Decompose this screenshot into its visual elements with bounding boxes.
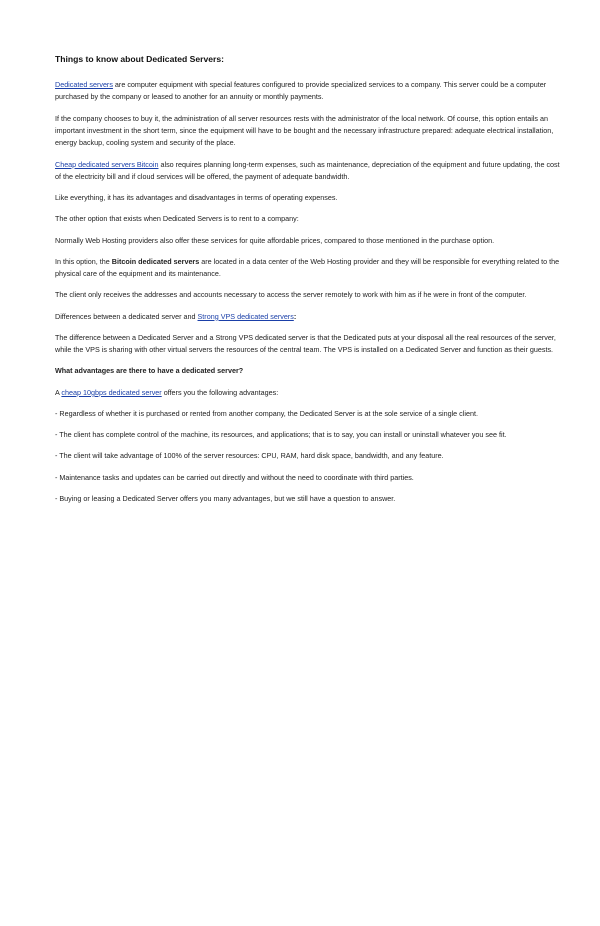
paragraph-text: offers you the following advantages:: [161, 387, 279, 397]
page-title: Things to know about Dedicated Servers:: [55, 54, 225, 64]
paragraph-differences-heading: [55, 311, 560, 323]
paragraph-text: Differences between a dedicated server and: [55, 311, 198, 321]
advantage-item: - Buying or leasing a Dedicated Server offers you many advantages, but we still have a question to answer.: [55, 493, 396, 503]
paragraph-text: also requires planning long-term expenses, such as maintenance, depreciation of the equipment and future updating, the cost of the electricity bill and if cloud services will be offered, the payment of adequate bandwidth.: [55, 159, 560, 182]
paragraph-text: A: [55, 387, 62, 397]
paragraph-buy-option: If the company chooses to buy it, the administration of all server resources rests with the administrator of the local network. Of course, this option entails an important investment in the short term, since the equipment will have to be bought and the necessary infrastructure prepared: adequate electrical installation, energy backup, cooling system and security of the place.: [55, 113, 554, 148]
paragraph-text: In this option, the: [55, 256, 112, 266]
advantage-item: - Regardless of whether it is purchased or rented from another company, the Dedicated Server is at the sole service of a single client.: [55, 409, 478, 419]
paragraph-client-access: The client only receives the addresses and accounts necessary to access the server remotely to work with him as if he were in front of the computer.: [55, 290, 527, 300]
bold-bitcoin-dedicated-servers: Bitcoin dedicated servers: [111, 256, 200, 266]
section-subheading: What advantages are there to have a dedicated server?: [55, 366, 244, 376]
colon: :: [293, 311, 297, 321]
document-page: [55, 53, 560, 514]
advantage-item: - The client has complete control of the machine, its resources, and applications; that is to say, you can install or uninstall whatever you see fit.: [55, 430, 507, 440]
paragraph-differences: The difference between a Dedicated Server and a Strong VPS dedicated server is that the Dedicated puts at your disposal all the real resources of the server, while the VPS is sharing with other virtual servers the resources of the central team. The VPS is installed on a Dedicated Server and function as their guests.: [55, 332, 556, 355]
paragraph-bitcoin-costs: [55, 159, 560, 184]
paragraph-web-hosting: Normally Web Hosting providers also offer these services for quite affordable prices, compared to those mentioned in the purchase option.: [55, 235, 495, 245]
paragraph-rent-option: The other option that exists when Dedicated Servers is to rent to a company:: [55, 214, 299, 224]
link-strong-vps-dedicated-servers[interactable]: Strong VPS dedicated servers: [197, 311, 294, 321]
advantage-item: - The client will take advantage of 100% of the server resources: CPU, RAM, hard disk space, bandwidth, and any feature.: [55, 451, 444, 461]
link-cheap-dedicated-servers-bitcoin[interactable]: Cheap dedicated servers Bitcoin: [55, 159, 159, 169]
paragraph-text: are computer equipment with special features configured to provide specialized services to a company. This server could be a computer purchased by the company or leased to another for an annuity or monthly payments.: [55, 80, 547, 102]
advantage-item: - Maintenance tasks and updates can be carried out directly and without the need to coordinate with third parties.: [55, 472, 414, 482]
paragraph-text: are located in a data center of the Web Hosting provider and they will be responsible for everything related to the physical care of the equipment and its maintenance.: [55, 256, 560, 279]
paragraph-advantages-intro: [55, 387, 560, 399]
link-cheap-10gbps-dedicated-server[interactable]: cheap 10gbps dedicated server: [61, 387, 162, 397]
paragraph-bitcoin-data-center: [55, 256, 560, 281]
link-dedicated-servers[interactable]: Dedicated servers: [55, 80, 113, 89]
paragraph-advantages-disadvantages: Like everything, it has its advantages and disadvantages in terms of operating expenses.: [55, 193, 338, 203]
paragraph-dedicated-servers: [55, 79, 560, 104]
